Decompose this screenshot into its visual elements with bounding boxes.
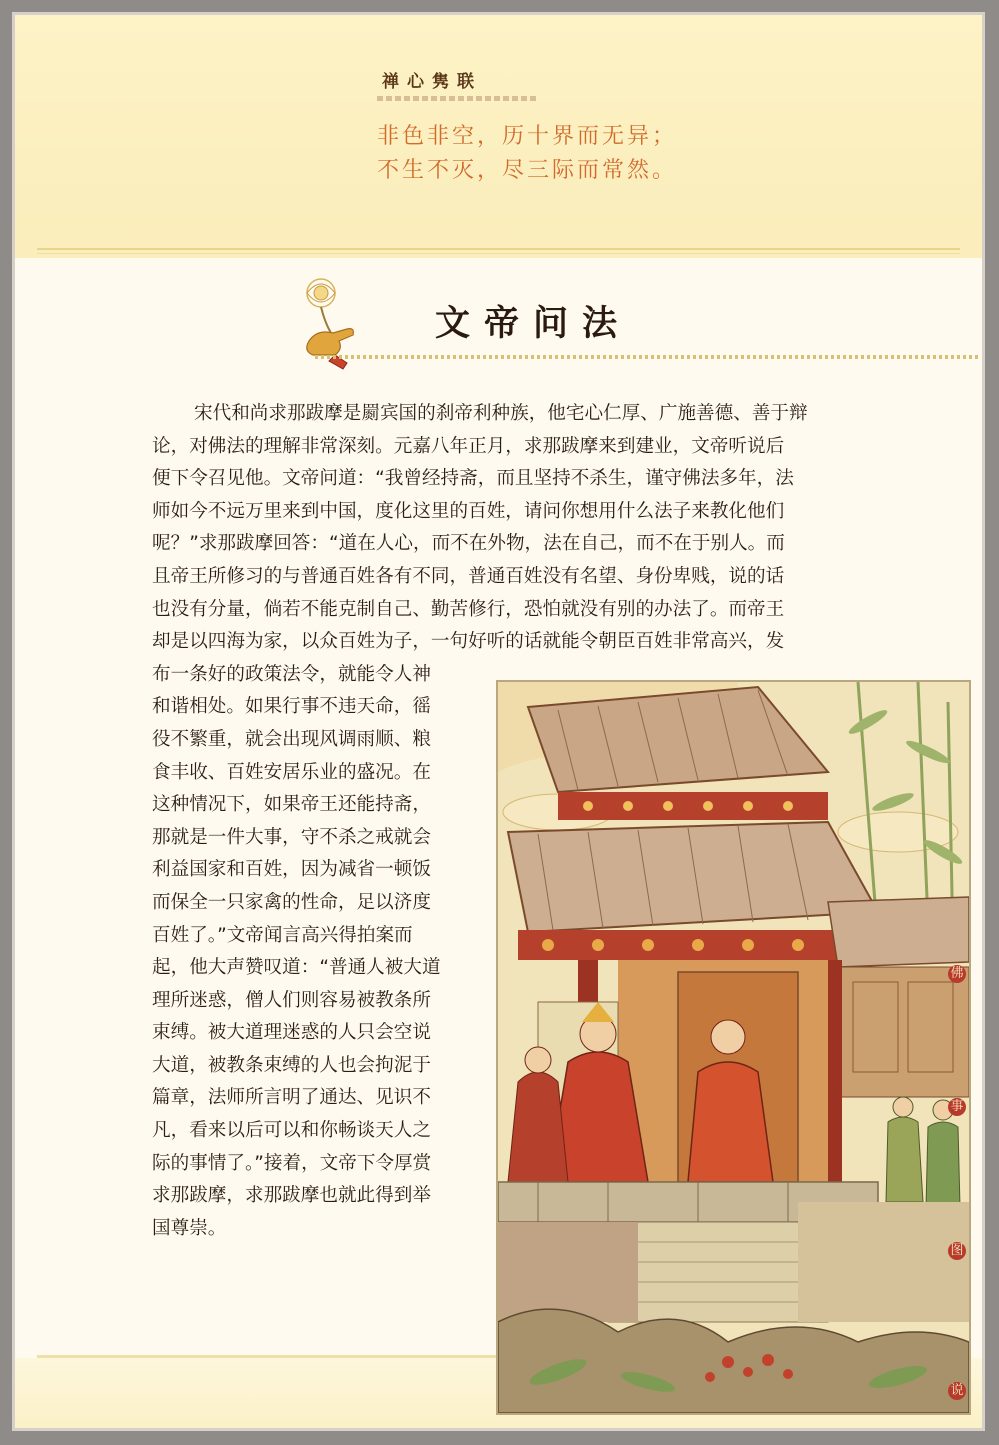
body-line: 国尊崇。 (152, 1217, 227, 1239)
body-line: 篇章，法师所言明了通达、见识不 (152, 1087, 431, 1109)
couplet-line-1: 非色非空，历十界而无异； (377, 124, 678, 149)
body-line: 大道，被教条束缚的人也会拘泥于 (152, 1054, 431, 1076)
side-label-char: 佛 (948, 965, 966, 983)
book-page (12, 12, 985, 1431)
body-line: 凡，看来以后可以和你畅谈天人之 (152, 1120, 431, 1142)
body-line: 那就是一件大事，守不杀之戒就会 (152, 826, 431, 848)
body-line: 起，他大声赞叹道：“普通人被大道 (152, 957, 441, 979)
body-line: 却是以四海为家，以众百姓为子，一句好听的话就能令朝臣百姓非常高兴，发 (152, 631, 785, 653)
body-line: 布一条好的政策法令，就能令人神 (152, 663, 431, 685)
section-label: 禅心隽联 (382, 72, 482, 92)
body-line: 求那跋摩，求那跋摩也就此得到举 (152, 1185, 431, 1207)
body-line: 役不繁重，就会出现风调雨顺、粮 (152, 728, 431, 750)
couplet-line-2: 不生不灭，尽三际而常然。 (377, 158, 678, 183)
body-line: 宋代和尚求那跋摩是罽宾国的刹帝利种族，他宅心仁厚、广施善德、善于辩 (194, 403, 808, 424)
body-line: 而保全一只家禽的性命，足以济度 (152, 891, 431, 913)
body-line: 论，对佛法的理解非常深刻。元嘉八年正月，求那跋摩来到建业，文帝听说后 (152, 435, 785, 457)
title-ornament-rule (315, 355, 980, 359)
body-line: 和谐相处。如果行事不违天命，徭 (152, 696, 431, 718)
body-line: 百姓了。”文帝闻言高兴得拍案而 (152, 924, 413, 946)
header-divider (37, 248, 960, 250)
side-label-char: 事 (948, 1098, 966, 1116)
section-label-ornament (377, 96, 539, 101)
body-line: 也没有分量，倘若不能克制自己、勤苦修行，恐怕就没有别的办法了。而帝王 (152, 598, 785, 620)
body-line: 且帝王所修习的与普通百姓各有不同，普通百姓没有名望、身份卑贱，说的话 (152, 565, 785, 587)
palace-illustration (496, 680, 971, 1415)
body-line: 这种情况下，如果帝王还能持斋， (152, 794, 431, 816)
body-line: 师如今不远万里来到中国，度化这里的百姓，请问你想用什么法子来教化他们 (152, 500, 785, 522)
body-line: 束缚。被大道理迷惑的人只会空说 (152, 1022, 431, 1044)
body-line: 利益国家和百姓，因为减省一顿饭 (152, 859, 431, 881)
body-line: 食丰收、百姓安居乐业的盛况。在 (152, 761, 431, 783)
article-title: 文帝问法 (435, 303, 632, 344)
palace-painting-image (498, 682, 969, 1413)
body-line: 理所迷惑，僧人们则容易被教条所 (152, 989, 431, 1011)
body-line: 呢？”求那跋摩回答：“道在人心，而不在外物，法在自己，而不在于别人。而 (152, 533, 785, 555)
body-line: 际的事情了。”接着，文帝下令厚赏 (152, 1152, 432, 1174)
body-line: 便下令召见他。文帝问道：“我曾经持斋，而且坚持不杀生，谨守佛法多年，法 (152, 468, 794, 490)
side-label-char: 说 (948, 1382, 966, 1400)
header-divider-thin (37, 253, 960, 254)
side-label-char: 图 (948, 1242, 966, 1260)
